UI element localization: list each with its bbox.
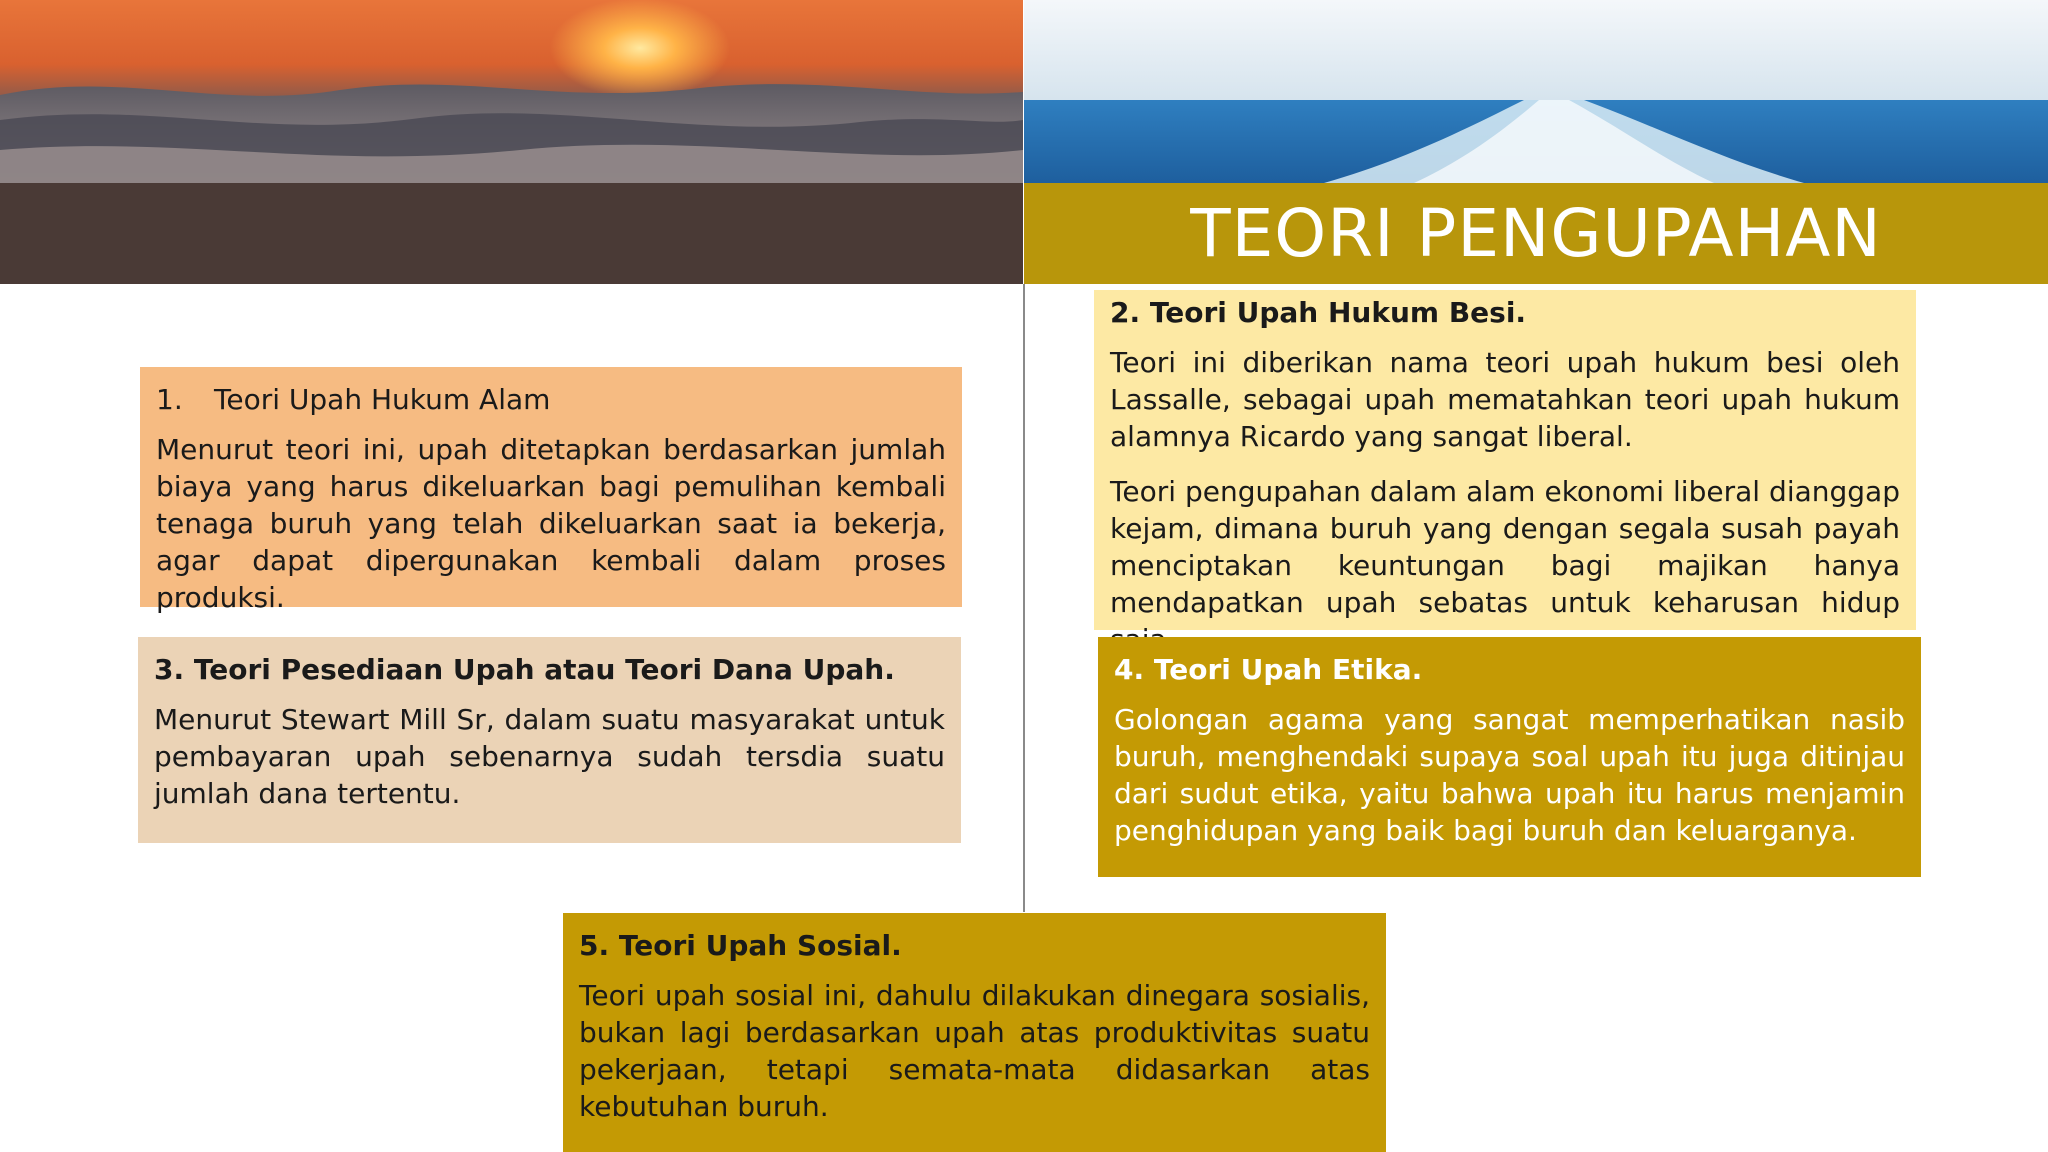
sunset-sea-photo <box>0 0 1023 183</box>
section-2-paragraph-1: Teori ini diberikan nama teori upah hukum besi oleh Lassalle, sebagai upah mematahkan teori upah hukum alamnya Ricardo yang sangat liberal. <box>1110 345 1900 453</box>
section-1-heading <box>156 383 946 417</box>
ocean-wake-photo <box>1024 0 2048 183</box>
section-3-box <box>138 637 961 843</box>
section-4-paragraph: Golongan agama yang sangat memperhatikan nasib buruh, menghendaki supaya soal upah itu juga ditinjau dari sudut etika, yaitu bahwa upah itu harus menjamin penghidupan yang baik bagi buruh dan keluarganya. <box>1114 702 1905 847</box>
section-1-paragraph: Menurut teori ini, upah ditetapkan berdasarkan jumlah biaya yang harus dikeluarkan bagi pemulihan kembali tenaga buruh yang telah dikeluarkan saat ia bekerja, agar dapat dipergunakan kembali dalam proses produksi. <box>156 432 946 614</box>
section-4-box <box>1098 637 1921 877</box>
section-5-paragraph: Teori upah sosial ini, dahulu dilakukan dinegara sosialis, bukan lagi berdasarkan upah atas produktivitas suatu pekerjaan, tetapi semata-mata didasarkan atas kebutuhan buruh. <box>579 978 1370 1123</box>
section-4-heading: 4. Teori Upah Etika. <box>1114 653 1423 686</box>
section-1-number: 1. <box>156 383 183 416</box>
section-2-box <box>1094 290 1916 630</box>
section-5-box <box>563 913 1386 1152</box>
section-2-heading: 2. Teori Upah Hukum Besi. <box>1110 296 1527 329</box>
section-2-paragraph-2: Teori pengupahan dalam alam ekonomi liberal dianggap kejam, dimana buruh yang dengan segala susah payah menciptakan keuntungan bagi majikan hanya mendapatkan upah sebatas untuk keharusan hidup <box>1110 474 1900 619</box>
section-5-heading: 5. Teori Upah Sosial. <box>579 929 902 962</box>
section-3-paragraph: Menurut Stewart Mill Sr, dalam suatu masyarakat untuk pembayaran upah sebenarnya sudah tersdia suatu jumlah dana tertentu. <box>154 702 945 810</box>
section-3-heading: 3. Teori Pesediaan Upah atau Teori Dana Upah. <box>154 653 895 686</box>
header-band-dark <box>0 183 1023 284</box>
section-1-title: Teori Upah Hukum Alam <box>214 383 551 416</box>
center-divider <box>1023 284 1025 912</box>
section-1-box <box>140 367 962 614</box>
slide-title: TEORI PENGUPAHAN <box>1190 195 1882 272</box>
